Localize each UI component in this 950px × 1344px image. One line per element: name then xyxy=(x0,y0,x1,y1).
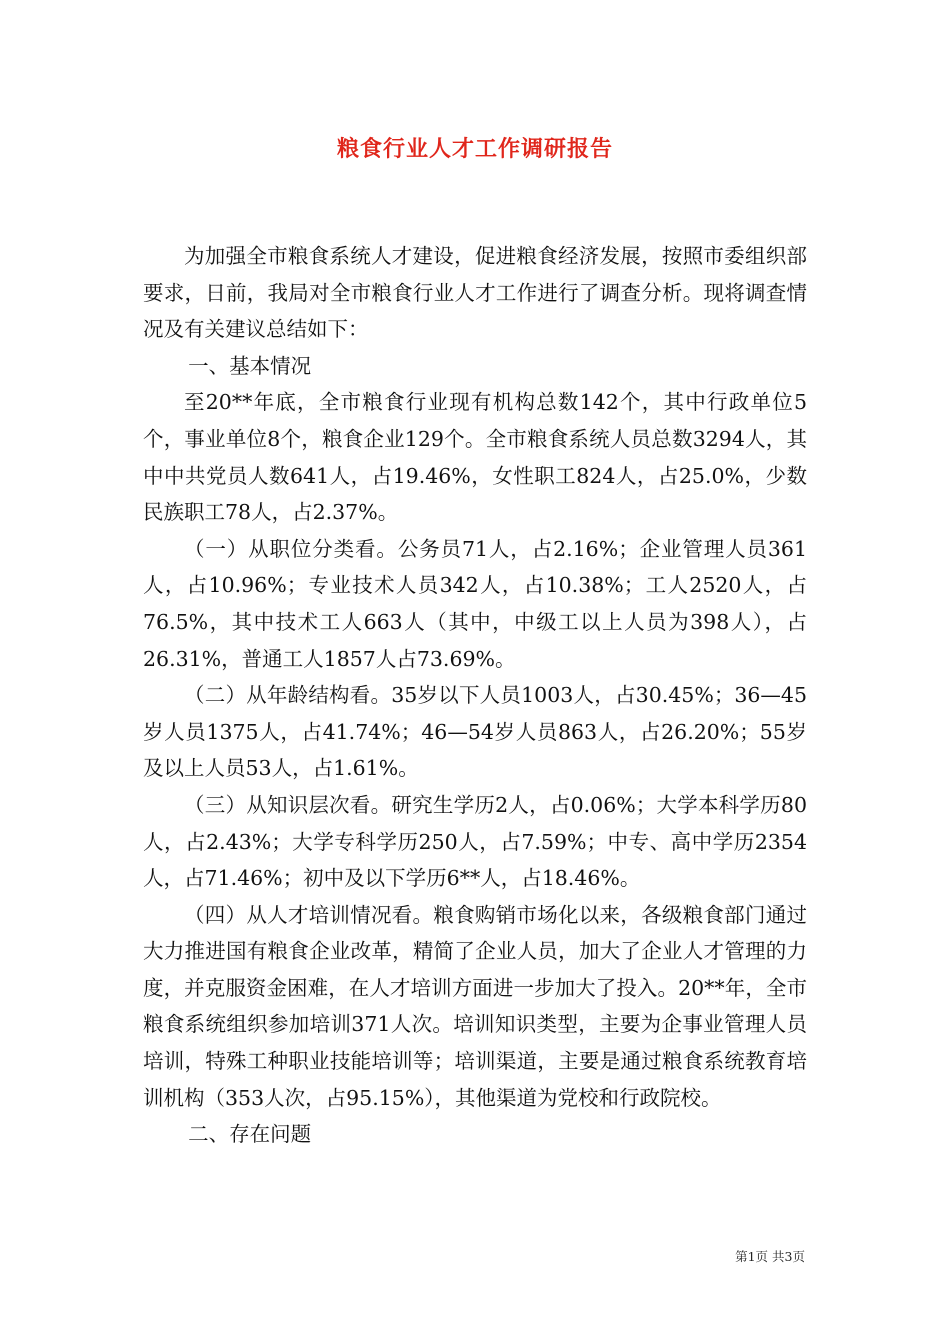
age-paragraph: （二）从年龄结构看。35岁以下人员1003人，占30.45%；36—45岁人员1375人，占41.74%；46—54岁人员863人，占26.20%；55岁及以上人员53人，占1.61%。 xyxy=(143,683,807,781)
page-number: 第1页 共3页 xyxy=(735,1249,805,1264)
overview-paragraph: 至20**年底，全市粮食行业现有机构总数142个，其中行政单位5个，事业单位8个，粮食企业129个。全市粮食系统人员总数3294人，其中中共党员人数641人，占19.46%，女性职工824人，占25.0%，少数民族职工78人，占2.37%。 xyxy=(143,390,807,525)
intro-paragraph: 为加强全市粮食系统人才建设，促进粮食经济发展，按照市委组织部要求，日前，我局对全市粮食行业人才工作进行了调查分析。现将调查情况及有关建议总结如下： xyxy=(143,244,807,342)
training-paragraph: （四）从人才培训情况看。粮食购销市场化以来，各级粮食部门通过大力推进国有粮食企业改革，精简了企业人员，加大了企业人才管理的力度，并克服资金困难，在人才培训方面进一步加大了投入。20**年，全市粮食系统组织参加培训371人次。培训知识类型，主要为企事业管理人员培训，特殊工种职业技能培训等；培训渠道，主要是通过粮食系统教育培训机构（353人次，占95.15%），其他渠道为党校和行政院校。 xyxy=(143,902,807,1110)
section-heading-basic: 一、基本情况 xyxy=(188,353,312,378)
education-paragraph: （三）从知识层次看。研究生学历2人，占0.06%；大学本科学历80人，占2.43%；大学专科学历250人，占7.59%；中专、高中学历2354人，占71.46%；初中及以下学历6**人，占18.46%。 xyxy=(143,792,807,891)
document-body xyxy=(143,238,807,1153)
document-title: 粮食行业人才工作调研报告 xyxy=(336,136,613,162)
section-heading-problems: 二、存在问题 xyxy=(188,1122,312,1147)
position-paragraph: （一）从职位分类看。公务员71人，占2.16%；企业管理人员361人，占10.96%；专业技术人员342人，占10.38%；工人2520人，占76.5%，其中技术工人663人（其中，中级工以上人员为398人），占26.31%，普通工人1857人占73.69%。 xyxy=(143,536,807,671)
